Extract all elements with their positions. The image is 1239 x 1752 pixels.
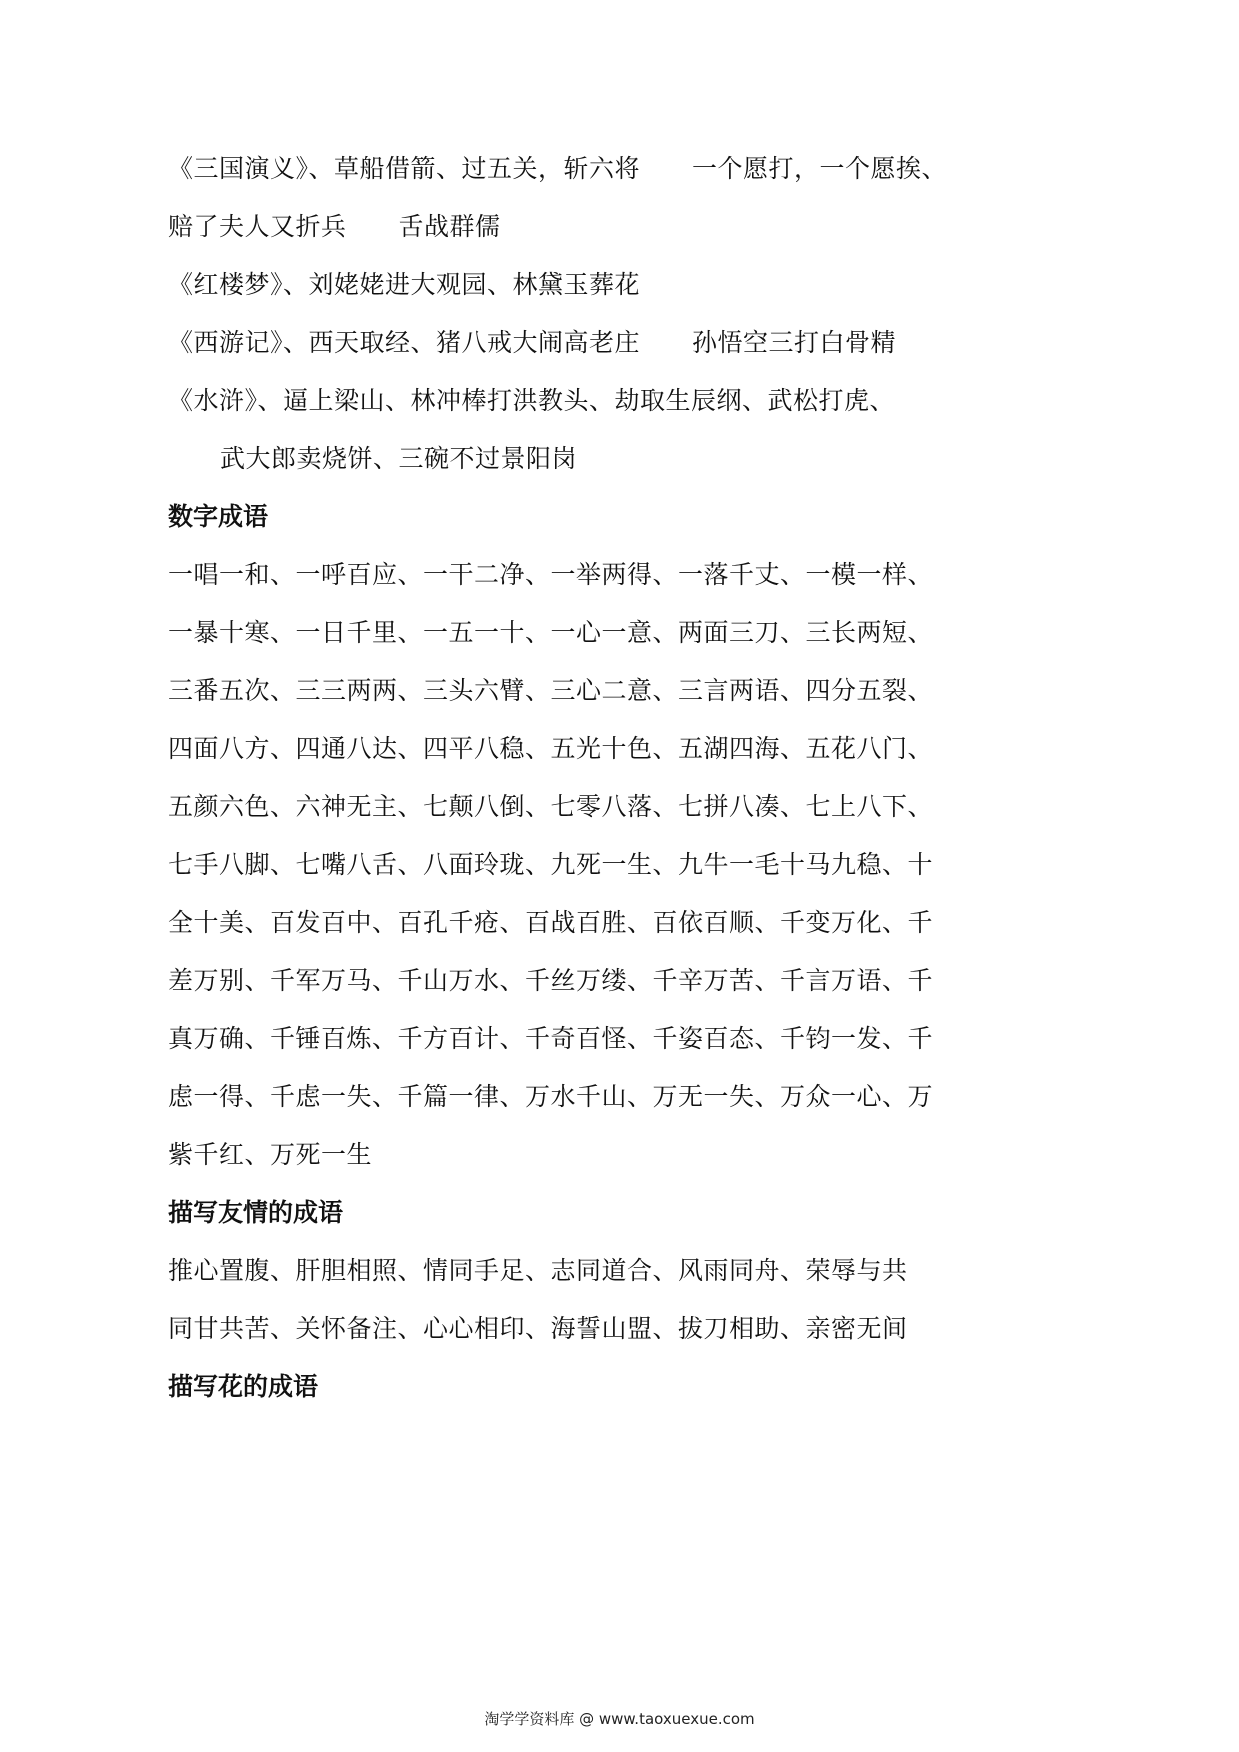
section-heading-friendship: 描写友情的成语 xyxy=(168,1198,344,1227)
document-page xyxy=(168,140,1068,1416)
text-line: 同甘共苦、关怀备注、心心相印、海誓山盟、拔刀相助、亲密无间 xyxy=(168,1314,908,1343)
text-line xyxy=(168,372,1068,430)
text-line: 推心置腹、肝胆相照、情同手足、志同道合、风雨同舟、荣辱与共 xyxy=(168,1256,908,1285)
text-line: 一唱一和、一呼百应、一干二净、一举两得、一落千丈、一模一样、 xyxy=(168,560,934,589)
text-line: 虑一得、千虑一失、千篇一律、万水千山、万无一失、万众一心、万 xyxy=(168,1082,934,1111)
text-segment: 《三国演义》、草船借箭、过五关，斩六将 xyxy=(168,154,641,183)
text-line: 全十美、百发百中、百孔千疮、百战百胜、百依百顺、千变万化、千 xyxy=(168,908,934,937)
text-line: 五颜六色、六神无主、七颠八倒、七零八落、七拼八凑、七上八下、 xyxy=(168,792,934,821)
text-segment: 赔了夫人又折兵 xyxy=(168,212,347,241)
text-segment: 孙悟空三打白骨精 xyxy=(692,328,897,357)
text-line xyxy=(168,198,1068,256)
section-heading-flowers: 描写花的成语 xyxy=(168,1372,319,1401)
footer-watermark: 淘学学资料库 @ www.taoxuexue.com xyxy=(484,1710,755,1728)
text-line: 真万确、千锤百炼、千方百计、千奇百怪、千姿百态、千钧一发、千 xyxy=(168,1024,934,1053)
text-line-indented xyxy=(168,430,1068,488)
text-line xyxy=(168,314,1068,372)
text-segment: 《红楼梦》、刘姥姥进大观园、林黛玉葬花 xyxy=(168,270,641,299)
text-segment: 《水浒》、逼上梁山、林冲棒打洪教头、劫取生辰纲、武松打虎、 xyxy=(168,386,896,415)
text-segment: 舌战群儒 xyxy=(398,212,501,241)
text-segment: 一个愿打，一个愿挨、 xyxy=(692,154,948,183)
text-segment: 《西游记》、西天取经、猪八戒大闹高老庄 xyxy=(168,328,641,357)
text-line: 差万别、千军万马、千山万水、千丝万缕、千辛万苦、千言万语、千 xyxy=(168,966,934,995)
text-line xyxy=(168,256,1068,314)
text-segment: 武大郎卖烧饼、三碗不过景阳岗 xyxy=(220,444,578,473)
text-line: 一暴十寒、一日千里、一五一十、一心一意、两面三刀、三长两短、 xyxy=(168,618,934,647)
text-line: 紫千红、万死一生 xyxy=(168,1140,373,1169)
text-line xyxy=(168,140,1068,198)
text-line: 三番五次、三三两两、三头六臂、三心二意、三言两语、四分五裂、 xyxy=(168,676,934,705)
text-line: 七手八脚、七嘴八舌、八面玲珑、九死一生、九牛一毛十马九稳、十 xyxy=(168,850,934,879)
text-line: 四面八方、四通八达、四平八稳、五光十色、五湖四海、五花八门、 xyxy=(168,734,934,763)
section-heading-numbers: 数字成语 xyxy=(168,502,269,531)
